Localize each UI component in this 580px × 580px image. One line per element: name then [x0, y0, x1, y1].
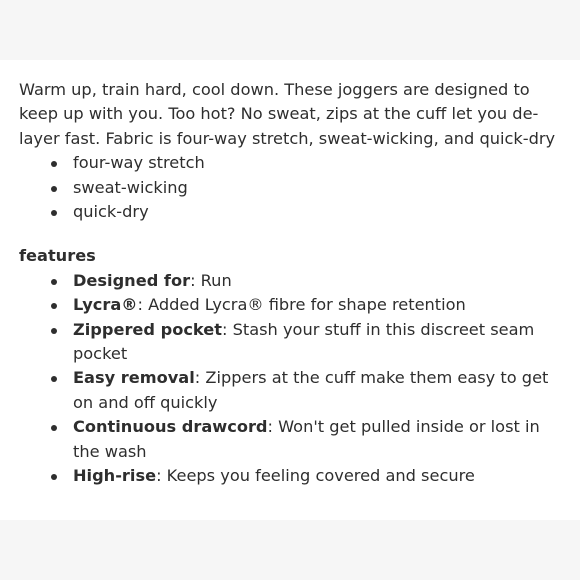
- feature-term: Zippered pocket: [73, 319, 222, 339]
- feature-item: [51, 293, 564, 317]
- feature-term: High-rise: [73, 466, 157, 486]
- fabric-item: quick-dry: [51, 200, 564, 224]
- description-content: [19, 78, 564, 489]
- feature-term: Continuous drawcord: [73, 417, 268, 437]
- intro-paragraph: Warm up, train hard, cool down. These joggers are designed to keep up with you. Too hot? No sweat, zips at the cuff let you de-layer fast. Fabric is four-way stretch, sweat-wicking, and quick-dry: [19, 80, 556, 148]
- feature-text: : Stash your stuff in this discreet seam pocket: [73, 319, 535, 364]
- feature-text: : Run: [190, 270, 232, 290]
- feature-term: Lycra®: [73, 295, 138, 315]
- feature-item: [51, 318, 564, 367]
- feature-text: : Added Lycra® fibre for shape retention: [137, 295, 466, 315]
- feature-text: : Keeps you feeling covered and secure: [156, 466, 475, 486]
- feature-item: [51, 366, 564, 415]
- feature-term: Designed for: [73, 270, 191, 290]
- features-heading: features: [19, 246, 96, 266]
- fabric-item: four-way stretch: [51, 151, 564, 175]
- feature-text: : Zippers at the cuff make them easy to get on and off quickly: [73, 368, 549, 412]
- feature-text: : Won't get pulled inside or lost in the wash: [73, 417, 540, 461]
- feature-item: [51, 464, 564, 488]
- product-description-card: [0, 60, 580, 520]
- feature-term: Easy removal: [73, 368, 195, 388]
- features-list: [51, 269, 564, 489]
- fabric-item: sweat-wicking: [51, 176, 564, 200]
- feature-item: [51, 415, 564, 464]
- feature-item: [51, 269, 564, 293]
- fabric-list: [51, 151, 564, 224]
